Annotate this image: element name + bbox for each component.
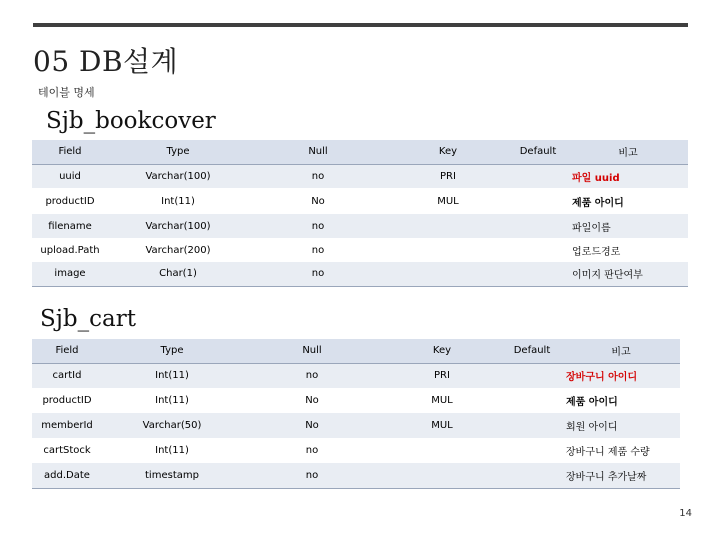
table-row [32, 388, 680, 413]
cell-type: Varchar(100) [108, 164, 248, 188]
cell-field: image [32, 262, 108, 286]
cell-remark: 이미지 판단여부 [568, 262, 688, 286]
cell-key [382, 438, 502, 463]
cell-default [508, 164, 568, 188]
cell-default [502, 413, 562, 438]
cell-null: No [248, 188, 388, 214]
table-name-cart: Sjb_cart [40, 306, 136, 332]
cell-remark: 회원 아이디 [562, 413, 680, 438]
cell-default [502, 463, 562, 488]
cell-null: no [248, 164, 388, 188]
cell-default [508, 238, 568, 262]
cell-field: filename [32, 214, 108, 238]
page-title: 05 DB설계 [33, 45, 179, 78]
cell-default [508, 262, 568, 286]
top-divider-bar [33, 23, 688, 27]
cell-key [382, 463, 502, 488]
cell-null: No [242, 413, 382, 438]
cell-remark: 제품 아이디 [568, 188, 688, 214]
cell-key: MUL [388, 188, 508, 214]
header-field: Field [32, 339, 102, 363]
cell-type: timestamp [102, 463, 242, 488]
cell-type: Int(11) [102, 438, 242, 463]
cell-remark: 제품 아이디 [562, 388, 680, 413]
cell-null: No [242, 388, 382, 413]
cell-null: no [248, 238, 388, 262]
cell-default [502, 388, 562, 413]
cell-type: Int(11) [102, 388, 242, 413]
cell-null: no [248, 214, 388, 238]
cell-type: Char(1) [108, 262, 248, 286]
cell-field: memberId [32, 413, 102, 438]
cell-remark: 장바구니 제품 수량 [562, 438, 680, 463]
table-row [32, 438, 680, 463]
table-row [32, 463, 680, 488]
header-key: Key [388, 140, 508, 164]
cell-field: productID [32, 388, 102, 413]
header-type: Type [108, 140, 248, 164]
table-header-row [32, 140, 688, 164]
header-remark: 비고 [568, 140, 688, 164]
cell-field: cartStock [32, 438, 102, 463]
cell-key [388, 262, 508, 286]
cell-key: PRI [382, 363, 502, 388]
cell-field: add.Date [32, 463, 102, 488]
table-row [32, 214, 688, 238]
cell-null: no [242, 438, 382, 463]
header-null: Null [248, 140, 388, 164]
cell-field: cartId [32, 363, 102, 388]
header-default: Default [502, 339, 562, 363]
table-row [32, 238, 688, 262]
cell-key: MUL [382, 388, 502, 413]
cell-remark: 장바구니 아이디 [562, 363, 680, 388]
page-subtitle: 테이블 명세 [38, 86, 95, 99]
cell-key: MUL [382, 413, 502, 438]
cell-field: upload.Path [32, 238, 108, 262]
table-row [32, 164, 688, 188]
cart-table [32, 339, 680, 489]
cell-null: no [248, 262, 388, 286]
table-row [32, 188, 688, 214]
header-default: Default [508, 140, 568, 164]
cell-null: no [242, 363, 382, 388]
cell-key [388, 238, 508, 262]
cell-remark: 업로드경로 [568, 238, 688, 262]
cell-default [508, 188, 568, 214]
page-number: 14 [679, 508, 692, 519]
cell-type: Varchar(100) [108, 214, 248, 238]
cell-remark: 파일이름 [568, 214, 688, 238]
cell-default [508, 214, 568, 238]
cell-default [502, 438, 562, 463]
cell-key [388, 214, 508, 238]
cell-type: Int(11) [102, 363, 242, 388]
cell-remark: 장바구니 추가날짜 [562, 463, 680, 488]
cell-field: productID [32, 188, 108, 214]
table-row [32, 413, 680, 438]
cell-key: PRI [388, 164, 508, 188]
header-type: Type [102, 339, 242, 363]
cell-type: Int(11) [108, 188, 248, 214]
table-name-bookcover: Sjb_bookcover [46, 108, 216, 134]
cell-type: Varchar(200) [108, 238, 248, 262]
cell-null: no [242, 463, 382, 488]
header-key: Key [382, 339, 502, 363]
table-header-row [32, 339, 680, 363]
header-null: Null [242, 339, 382, 363]
cell-remark: 파일 uuid [568, 164, 688, 188]
cell-field: uuid [32, 164, 108, 188]
bookcover-table [32, 140, 688, 287]
header-remark: 비고 [562, 339, 680, 363]
table-row [32, 363, 680, 388]
cell-type: Varchar(50) [102, 413, 242, 438]
table-row [32, 262, 688, 286]
cell-default [502, 363, 562, 388]
header-field: Field [32, 140, 108, 164]
